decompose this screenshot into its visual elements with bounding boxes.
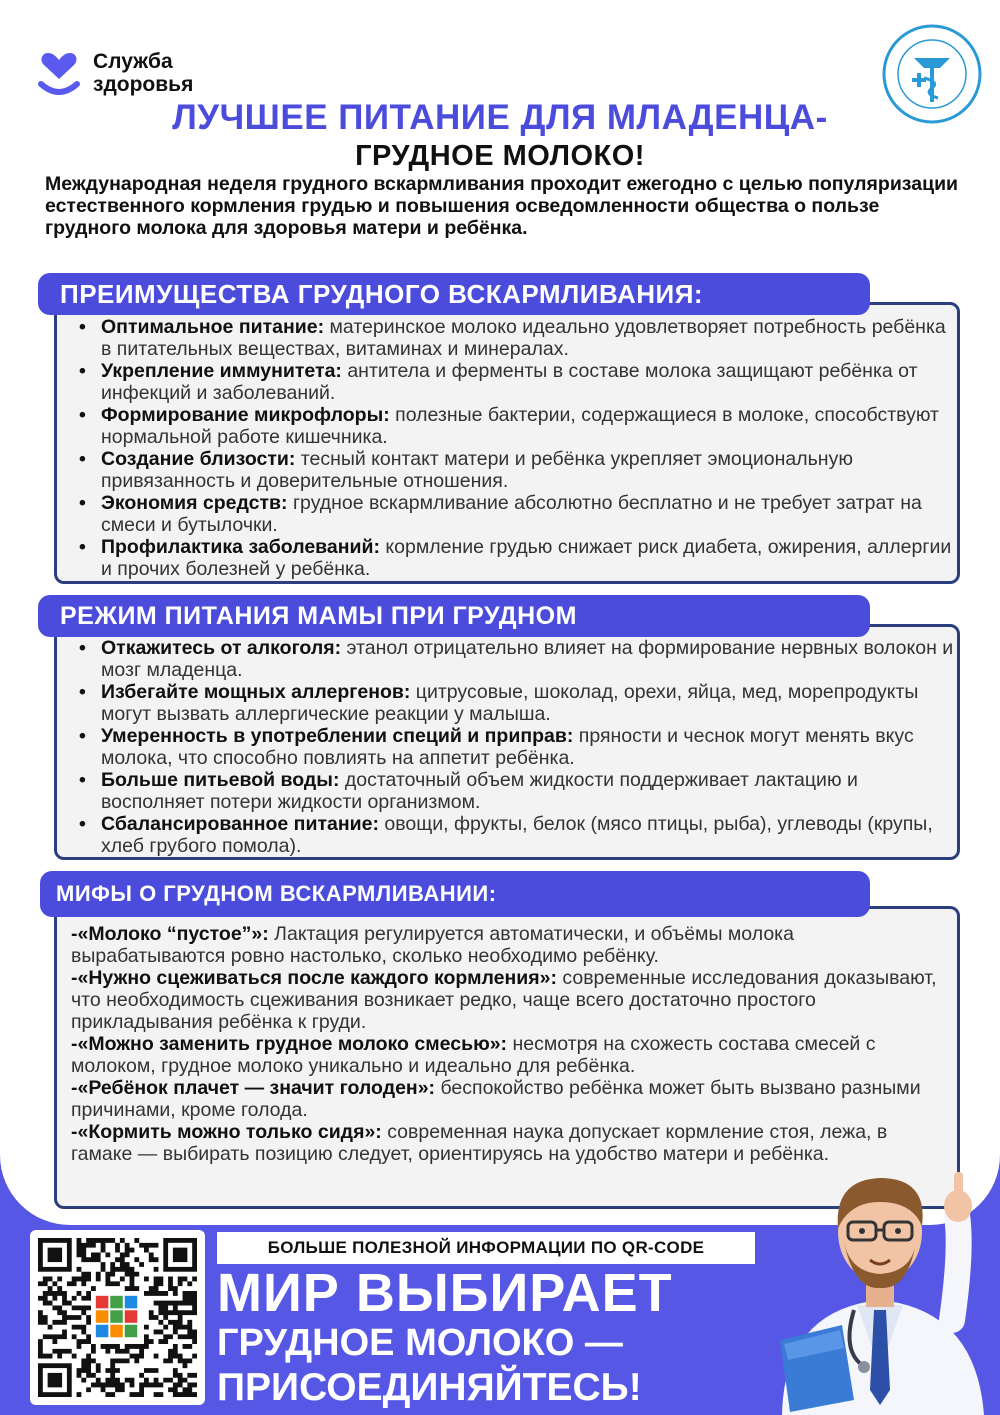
benefits-item-term: Профилактика заболеваний: <box>101 536 380 558</box>
benefits-item-text: полезные бактерии, содержащиеся в молоке, способствуют нормальной работе кишечника. <box>101 404 939 448</box>
myths-item <box>71 923 937 967</box>
myths-item-term: -«Нужно сцеживаться после каждого кормления»: <box>71 967 557 989</box>
benefits-item-term: Создание близости: <box>101 448 296 470</box>
benefits-item-term: Экономия средств: <box>101 492 288 514</box>
qr-info-banner: БОЛЬШЕ ПОЛЕЗНОЙ ИНФОРМАЦИИ ПО QR-CODE <box>217 1232 755 1264</box>
intro-paragraph: Международная неделя грудного вскармливания проходит ежегодно с целью популяризации естественного кормления грудью и повышения осведомленности общества о пользе грудного молока для здоровья матери и ребёнка. <box>45 173 959 239</box>
benefits-item-text: кормление грудью снижает риск диабета, ожирения, аллергии и прочих болезней у ребёнка. <box>101 536 952 580</box>
myths-item <box>71 1033 937 1077</box>
myths-item-text: Лактация регулируется автоматически, и объёмы молока вырабатываются ровно настолько, сколько необходимо ребёнку. <box>71 923 794 967</box>
diet-list <box>57 637 957 857</box>
diet-item <box>57 637 957 681</box>
myths-item <box>71 1121 937 1165</box>
benefits-item-text: грудное вскармливание абсолютно бесплатно и не требует затрат на смеси и бутылочки. <box>101 492 922 536</box>
page-subtitle: ГРУДНОЕ МОЛОКО! <box>355 140 645 172</box>
benefits-item-text: тесный контакт матери и ребёнка укрепляет эмоциональную привязанность и доверительные отношения. <box>101 448 853 492</box>
diet-item <box>57 725 957 769</box>
benefits-box <box>54 302 960 584</box>
benefits-item-term: Оптимальное питание: <box>101 316 325 338</box>
myths-item-term: -«Кормить можно только сидя»: <box>71 1121 382 1143</box>
diet-item-term: Больше питьевой воды: <box>101 769 340 791</box>
myths-item-text: беспокойство ребёнка может быть вызвано разными причинами, кроме голода. <box>71 1077 921 1121</box>
qr-code-icon[interactable] <box>38 1238 197 1397</box>
doctor-illustration-icon <box>762 1160 998 1415</box>
diet-item-term: Сбалансированное питание: <box>101 813 379 835</box>
benefits-list <box>57 316 957 580</box>
benefits-item-term: Формирование микрофлоры: <box>101 404 390 426</box>
myths-item <box>71 967 937 1033</box>
benefits-item-term: Укрепление иммунитета: <box>101 360 342 382</box>
brand-name: Служба здоровья <box>93 50 194 96</box>
benefits-item <box>57 360 957 404</box>
diet-item-text: достаточный объем жидкости поддерживает лактацию и восполняет потери жидкости организмом. <box>101 769 858 813</box>
myths-list <box>71 923 937 1165</box>
diet-item-text: цитрусовые, шоколад, орехи, яйца, мед, морепродукты могут вызвать аллергические реакции у малыша. <box>101 681 919 725</box>
diet-item-text: овощи, фрукты, белок (мясо птицы, рыба), углеводы (крупы, хлеб грубого помола). <box>101 813 933 857</box>
benefits-item-text: антитела и ферменты в составе молока защищают ребёнка от инфекций и заболеваний. <box>101 360 918 404</box>
myths-item-term: -«Ребёнок плачет — значит голоден»: <box>71 1077 436 1099</box>
slogan-line-2: ГРУДНОЕ МОЛОКО — <box>217 1322 623 1364</box>
slogan-line-1: МИР ВЫБИРАЕТ <box>217 1263 673 1323</box>
diet-item-term: Откажитесь от алкоголя: <box>101 637 342 659</box>
diet-item-text: пряности и чеснок могут менять вкус молока, что способно повлиять на аппетит ребёнка. <box>101 725 914 769</box>
myths-item-term: -«Можно заменить грудное молоко смесью»: <box>71 1033 508 1055</box>
benefits-item-text: материнское молоко идеально удовлетворяет потребность ребёнка в питательных веществах, витаминах и минералах. <box>101 316 946 360</box>
benefits-item <box>57 404 957 448</box>
benefits-item <box>57 316 957 360</box>
benefits-item <box>57 536 957 580</box>
diet-item <box>57 769 957 813</box>
diet-item-text: этанол отрицательно влияет на формирование нервных волокон и мозг младенца. <box>101 637 954 681</box>
diet-item <box>57 813 957 857</box>
qr-code-frame[interactable] <box>30 1230 205 1405</box>
diet-item <box>57 681 957 725</box>
myths-item-text: современные исследования доказывают, что необходимость сцеживания возникает редко, чаще всего достаточно простого прикладывания ребёнка к груди. <box>71 967 937 1033</box>
page-title: ЛУЧШЕЕ ПИТАНИЕ ДЛЯ МЛАДЕНЦА- <box>172 98 828 137</box>
myths-item <box>71 1077 937 1121</box>
myths-item-text: несмотря на схожесть состава смесей с молоком, грудное молоко уникально и идеально для ребёнка. <box>71 1033 876 1077</box>
diet-item-term: Умеренность в употреблении специй и приправ: <box>101 725 574 747</box>
myths-heading: МИФЫ О ГРУДНОМ ВСКАРМЛИВАНИИ: <box>40 871 870 917</box>
myths-item-term: -«Молоко “пустое”»: <box>71 923 269 945</box>
brand-logo[interactable] <box>38 50 228 100</box>
slogan-line-3: ПРИСОЕДИНЯЙТЕСЬ! <box>217 1366 642 1409</box>
diet-box <box>54 624 960 860</box>
heart-smile-logo-icon <box>38 52 80 96</box>
diet-heading: РЕЖИМ ПИТАНИЯ МАМЫ ПРИ ГРУДНОМ <box>38 595 870 637</box>
myths-item-text: современная наука допускает кормление стоя, лежа, в гамаке — выбирать позицию следует, ориентируясь на удобство матери и ребёнка. <box>71 1121 888 1165</box>
benefits-item <box>57 492 957 536</box>
benefits-item <box>57 448 957 492</box>
benefits-heading: ПРЕИМУЩЕСТВА ГРУДНОГО ВСКАРМЛИВАНИЯ: <box>38 273 870 315</box>
diet-item-term: Избегайте мощных аллергенов: <box>101 681 411 703</box>
